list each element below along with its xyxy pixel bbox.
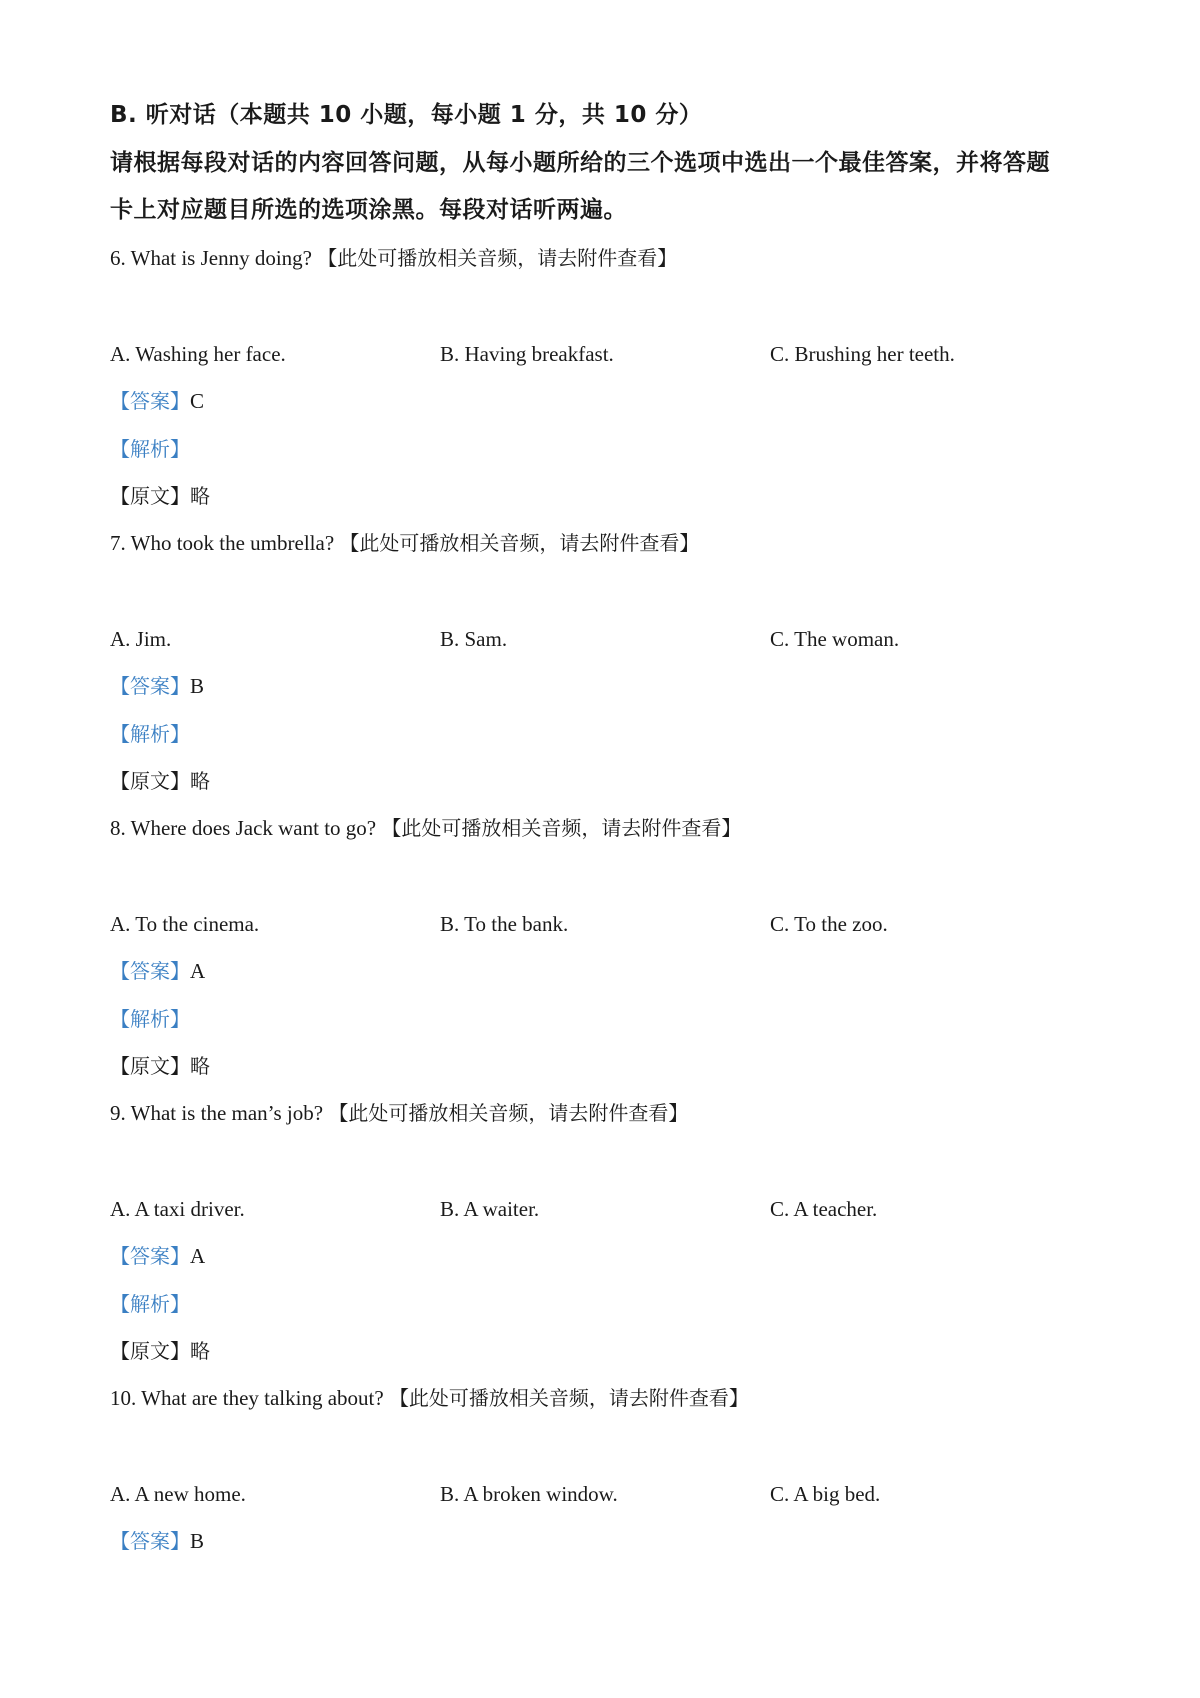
answer-value: A — [190, 1244, 206, 1268]
answer-value: C — [190, 389, 205, 413]
answer-row — [110, 1526, 204, 1556]
answer-row — [110, 1241, 205, 1271]
option-a: A. To the cinema. — [110, 912, 260, 936]
answer-tag: 【答案】 — [110, 959, 190, 983]
answer-tag: 【答案】 — [110, 1244, 190, 1268]
original-text: 略 — [190, 1054, 210, 1078]
analysis-row — [110, 719, 190, 749]
original-text: 略 — [190, 769, 210, 793]
audio-note[interactable]: 【此处可播放相关音频，请去附件查看】 — [317, 246, 678, 270]
question-stem: 8. Where does Jack want to go? — [110, 816, 377, 840]
option-c: C. The woman. — [770, 627, 900, 651]
answer-tag: 【答案】 — [110, 1529, 190, 1553]
analysis-tag: 【解析】 — [110, 1007, 190, 1031]
question-8 — [110, 813, 741, 843]
option-c: C. Brushing her teeth. — [770, 342, 955, 366]
option-c: C. A big bed. — [770, 1482, 881, 1506]
original-text: 略 — [190, 484, 210, 508]
audio-note[interactable]: 【此处可播放相关音频，请去附件查看】 — [339, 531, 700, 555]
audio-note[interactable]: 【此处可播放相关音频，请去附件查看】 — [328, 1101, 689, 1125]
analysis-row — [110, 1289, 190, 1319]
question-6 — [110, 243, 677, 273]
original-row — [110, 766, 210, 796]
option-c: C. To the zoo. — [770, 912, 888, 936]
answer-value: B — [190, 1529, 205, 1553]
option-a: A. Jim. — [110, 627, 172, 651]
original-row — [110, 1051, 210, 1081]
analysis-tag: 【解析】 — [110, 722, 190, 746]
answer-row — [110, 386, 204, 416]
analysis-tag: 【解析】 — [110, 437, 190, 461]
analysis-tag: 【解析】 — [110, 1292, 190, 1316]
option-b: B. A waiter. — [440, 1197, 540, 1221]
original-tag: 【原文】 — [110, 1339, 190, 1363]
audio-note[interactable]: 【此处可播放相关音频，请去附件查看】 — [388, 1386, 749, 1410]
original-tag: 【原文】 — [110, 1054, 190, 1078]
answer-row — [110, 671, 204, 701]
question-stem: 7. Who took the umbrella? — [110, 531, 335, 555]
question-stem: 10. What are they talking about? — [110, 1386, 384, 1410]
original-tag: 【原文】 — [110, 484, 190, 508]
option-a: A. A new home. — [110, 1482, 246, 1506]
original-text: 略 — [190, 1339, 210, 1363]
option-b: B. A broken window. — [440, 1482, 618, 1506]
section-title: B. 听对话（本题共 10 小题，每小题 1 分，共 10 分） — [110, 102, 703, 128]
question-9 — [110, 1098, 688, 1128]
option-b: B. Having breakfast. — [440, 342, 614, 366]
option-b: B. To the bank. — [440, 912, 569, 936]
option-b: B. Sam. — [440, 627, 508, 651]
answer-tag: 【答案】 — [110, 674, 190, 698]
answer-value: B — [190, 674, 205, 698]
original-row — [110, 481, 210, 511]
original-row — [110, 1336, 210, 1366]
question-stem: 6. What is Jenny doing? — [110, 246, 313, 270]
instruction-line-1: 请根据每段对话的内容回答问题，从每小题所给的三个选项中选出一个最佳答案，并将答题 — [110, 150, 1050, 176]
option-a: A. Washing her face. — [110, 342, 286, 366]
audio-note[interactable]: 【此处可播放相关音频，请去附件查看】 — [381, 816, 742, 840]
question-7 — [110, 528, 699, 558]
answer-tag: 【答案】 — [110, 389, 190, 413]
analysis-row — [110, 1004, 190, 1034]
analysis-row — [110, 434, 190, 464]
option-a: A. A taxi driver. — [110, 1197, 245, 1221]
instruction-line-2: 卡上对应题目所选的选项涂黑。每段对话听两遍。 — [110, 197, 627, 223]
question-10 — [110, 1383, 749, 1413]
answer-row — [110, 956, 205, 986]
answer-value: A — [190, 959, 206, 983]
original-tag: 【原文】 — [110, 769, 190, 793]
option-c: C. A teacher. — [770, 1197, 878, 1221]
question-stem: 9. What is the man’s job? — [110, 1101, 324, 1125]
